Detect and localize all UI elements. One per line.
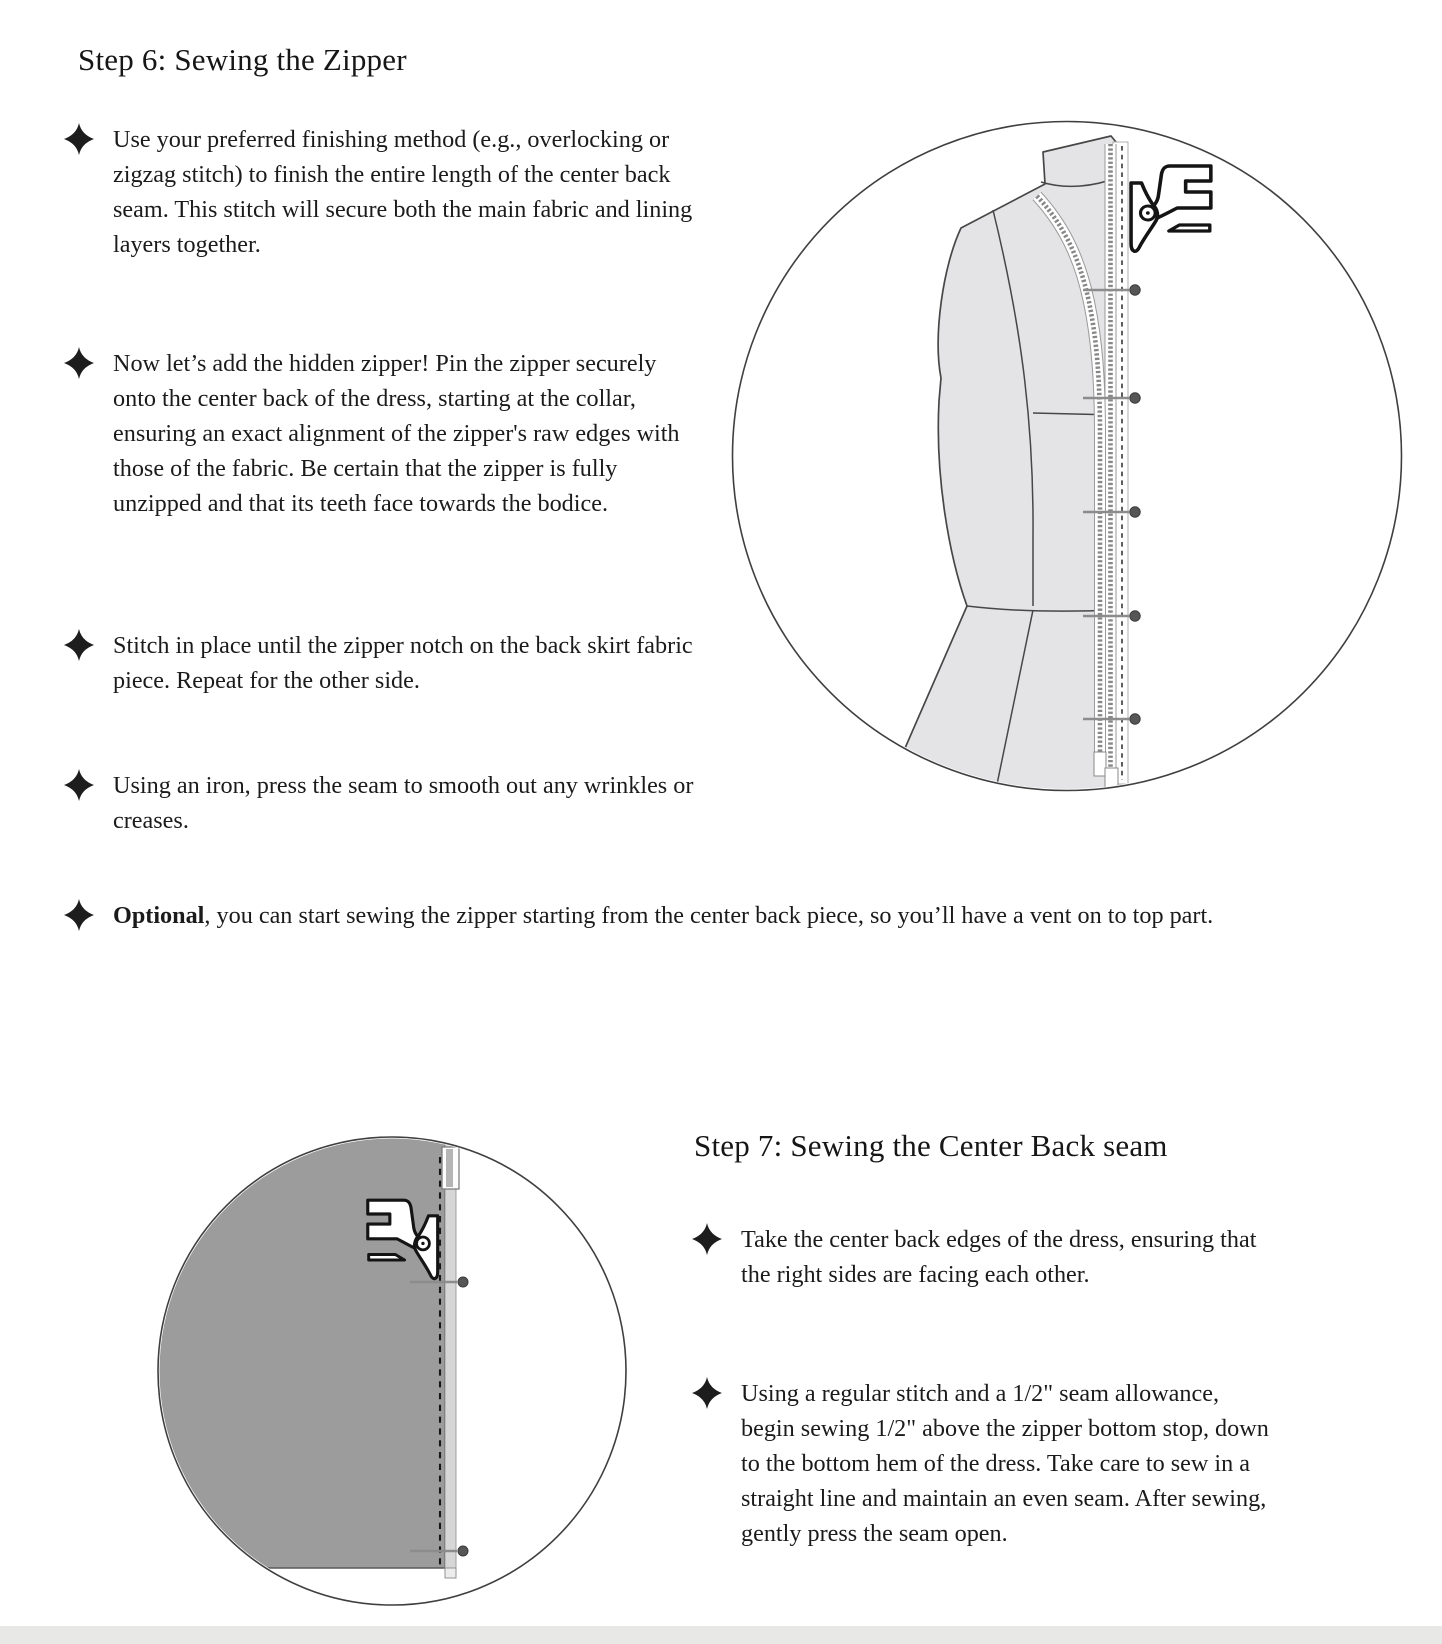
list-item xyxy=(64,122,704,262)
bullet-text: Now let’s add the hidden zipper! Pin the zipper securely onto the center back of the dress, starting at the collar, ensuring an exact alignment of the zipper's raw edges with those of the fabric. Be certain that the zipper is fully unzipped and that its teeth face towards the bodice. xyxy=(113,350,680,517)
page-bottom-band xyxy=(0,1626,1442,1644)
bullet-text xyxy=(113,898,1333,933)
four-pointed-star-icon xyxy=(64,629,94,661)
bullet-text: Stitch in place until the zipper notch on the back skirt fabric piece. Repeat for the other side. xyxy=(113,632,693,694)
zipper-tape xyxy=(445,1139,456,1571)
bullet-text: Use your preferred finishing method (e.g., overlocking or zigzag stitch) to finish the entire length of the center back seam. This stitch will secure both the main fabric and lining layers together. xyxy=(113,126,693,258)
zipper-end-tab xyxy=(1105,768,1118,788)
step7-title: Step 7: Sewing the Center Back seam xyxy=(694,1128,1168,1163)
list-item xyxy=(64,628,704,698)
center-back-seam-illustration xyxy=(152,1131,632,1623)
list-item xyxy=(64,346,704,521)
bullet-text: Take the center back edges of the dress, ensuring that the right sides are facing each other. xyxy=(741,1226,1257,1288)
four-pointed-star-icon xyxy=(64,123,94,155)
bullet-text: Using a regular stitch and a 1/2" seam allowance, begin sewing 1/2" above the zipper bottom stop, down to the bottom hem of the dress. Take care to sew in a straight line and maintain an even seam. After sewing, gently press the seam open. xyxy=(741,1380,1269,1547)
optional-lead: Optional xyxy=(113,902,205,929)
four-pointed-star-icon xyxy=(64,769,94,801)
list-item xyxy=(64,768,704,838)
optional-rest: , you can start sewing the zipper starting from the center back piece, so you’ll have a vent on to top part. xyxy=(204,902,1214,929)
zipper-top-stop-stripe xyxy=(446,1149,453,1187)
fabric-piece xyxy=(152,1131,445,1568)
four-pointed-star-icon xyxy=(692,1377,722,1409)
bullet-text: Using an iron, press the seam to smooth out any wrinkles or creases. xyxy=(113,772,694,834)
zipper-end-tab xyxy=(1094,752,1106,776)
four-pointed-star-icon xyxy=(692,1223,722,1255)
zipper-pinned-dress-illustration xyxy=(727,116,1411,800)
list-item xyxy=(692,1376,1292,1551)
list-item xyxy=(692,1222,1292,1292)
fabric-group xyxy=(152,1131,459,1578)
four-pointed-star-icon xyxy=(64,899,94,931)
four-pointed-star-icon xyxy=(64,347,94,379)
step6-title: Step 6: Sewing the Zipper xyxy=(78,42,407,77)
list-item-optional xyxy=(64,898,1354,933)
zipper-end-tab xyxy=(445,1568,456,1578)
